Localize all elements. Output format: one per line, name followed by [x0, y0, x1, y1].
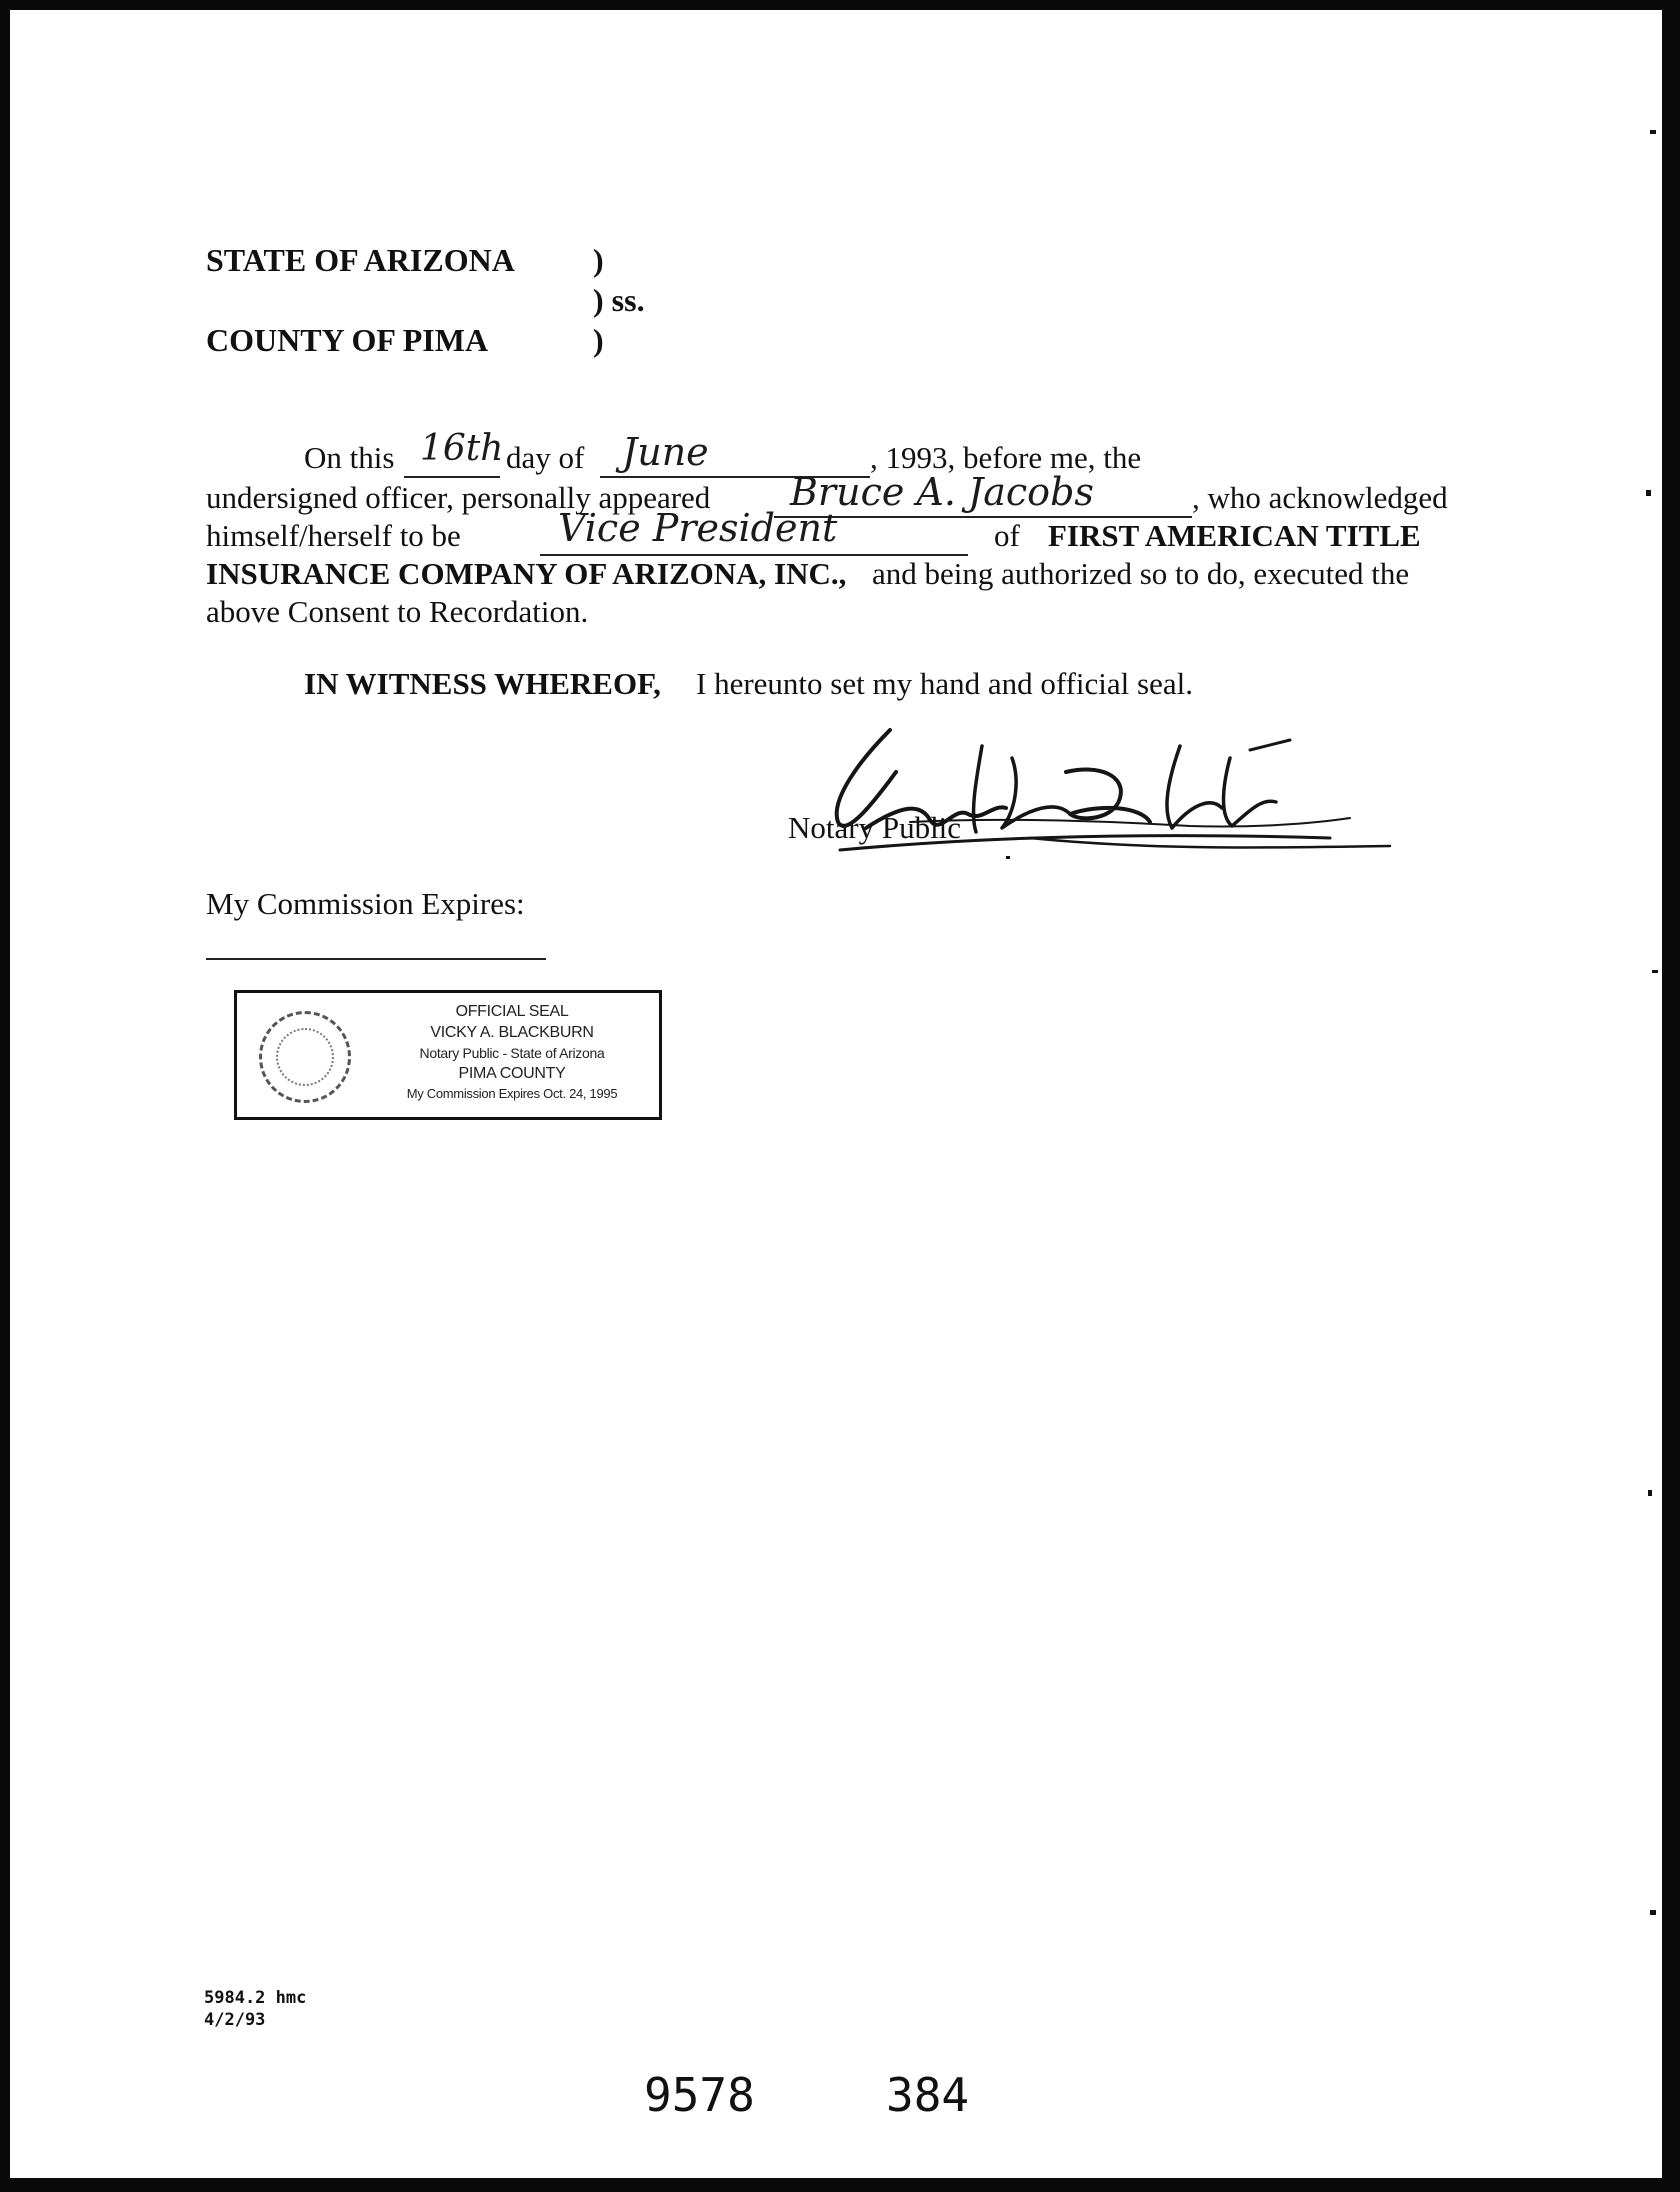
- seal-line: PIMA COUNTY: [458, 1065, 566, 1082]
- ack-text: undersigned officer, personally appeared: [206, 480, 711, 515]
- venue-county: COUNTY OF PIMA: [206, 322, 489, 358]
- ack-text: above Consent to Recordation.: [206, 594, 589, 629]
- venue-paren: ): [593, 322, 604, 358]
- ack-text: day of: [506, 440, 585, 475]
- company-name: INSURANCE COMPANY OF ARIZONA, INC.,: [206, 556, 847, 591]
- notary-public-label: Notary Public: [788, 810, 962, 845]
- scan-speck: [1650, 130, 1656, 134]
- ack-text: On this: [304, 440, 395, 475]
- ack-text: and being authorized so to do, executed the: [872, 556, 1410, 591]
- seal-emblem-icon: [259, 1011, 351, 1103]
- scan-speck: [1646, 490, 1651, 496]
- commission-label: My Commission Expires:: [206, 886, 525, 921]
- venue-ss: ) ss.: [593, 282, 645, 318]
- company-name: FIRST AMERICAN TITLE: [1048, 518, 1421, 553]
- scan-speck: [1650, 1910, 1656, 1915]
- handwritten-day: 16th: [420, 428, 504, 469]
- seal-line: Notary Public - State of Arizona: [419, 1045, 605, 1061]
- file-reference: 5984.2 hmc: [204, 1988, 307, 2008]
- scan-speck: [1006, 856, 1010, 859]
- ack-text: of: [994, 518, 1020, 553]
- ack-text: , who acknowledged: [1192, 480, 1448, 515]
- seal-line: VICKY A. BLACKBURN: [430, 1024, 594, 1041]
- venue-state: STATE OF ARIZONA: [206, 242, 515, 278]
- scan-speck: [1648, 1490, 1652, 1496]
- seal-line: My Commission Expires Oct. 24, 1995: [406, 1086, 618, 1101]
- record-number: 9578: [644, 2068, 755, 2122]
- ack-text: himself/herself to be: [206, 518, 461, 553]
- ack-text: , 1993, before me, the: [870, 440, 1142, 475]
- seal-line: OFFICIAL SEAL: [455, 1003, 569, 1020]
- file-date: 4/2/93: [204, 2010, 266, 2030]
- scan-speck: [1652, 970, 1658, 973]
- official-seal-stamp: [234, 990, 662, 1120]
- handwritten-month: June: [622, 430, 709, 474]
- page-number: 384: [886, 2068, 970, 2122]
- handwritten-person: Bruce A. Jacobs: [790, 470, 1094, 514]
- venue-paren: ): [593, 242, 604, 278]
- day-blank: [404, 476, 500, 478]
- notary-signature: [770, 710, 1410, 870]
- commission-blank: [206, 958, 546, 960]
- handwritten-title: Vice President: [558, 506, 838, 550]
- document-page: [10, 10, 1662, 2178]
- witness-lead: IN WITNESS WHEREOF,: [304, 666, 661, 701]
- witness-text: I hereunto set my hand and official seal.: [696, 666, 1193, 701]
